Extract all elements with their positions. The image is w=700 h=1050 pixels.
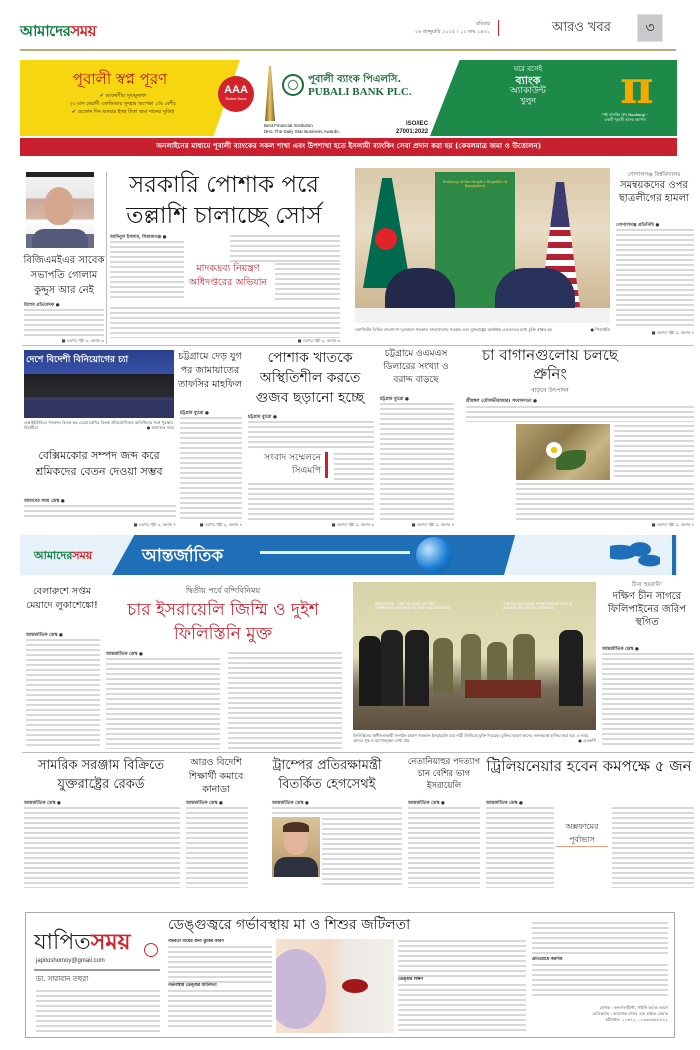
obituary-headline[interactable]: বিজিএমইএর সাবেক সভাপতি গোলাম কুদ্দুস আর নেই: [23, 255, 105, 296]
china-kicker: চীনা 'হয়রানি': [632, 582, 662, 588]
newspaper-logo[interactable]: [20, 20, 96, 45]
aaa-rating-badge: [218, 76, 254, 112]
intl-newspaper-logo[interactable]: [34, 547, 92, 566]
lead-headline[interactable]: সরকারি পোশাক পরে তল্লাশি চালাচ্ছে সোর্স: [126, 172, 322, 229]
tea-flower: [546, 442, 562, 458]
beximco-headline[interactable]: বেক্সিমকোর সম্পদ জব্দ করে শ্রমিকদের বেতন দেওয়া সম্ভব: [35, 449, 163, 478]
japito-body-col-3: [532, 921, 668, 1001]
clock-icon: [144, 943, 158, 957]
hegseth-suit: [274, 857, 318, 877]
gopalganj-byline: গোপালগঞ্জ প্রতিনিধি ●: [616, 223, 660, 228]
beximco-byline: আমাদের সময় ডেস্ক ●: [24, 499, 65, 504]
hostage-caption-credit: ● এএফপি: [578, 738, 596, 743]
stage-table: [465, 680, 541, 698]
trillionaire-body-col-1: [486, 806, 554, 888]
ad-banner-text: অনলাইনের মাধ্যমে পূবালী ব্যাংকের সকল শাখা এবং উপশাখা হতে ইসলামী ব্যাংকিং সেবা প্রদান করা হয় (কেবলমাত্র জমা ও উত্তোলন): [155, 141, 542, 150]
lead-continued[interactable]: ■ এরপর পৃষ্ঠা ৯, কলাম ৬: [297, 338, 340, 343]
award-trophy-icon: [265, 66, 275, 121]
belarus-byline: আন্তর্জাতিক ডেস্ক ●: [26, 633, 63, 638]
iso-line-2: 27001:2022: [396, 129, 429, 135]
garment-body-side: [334, 452, 374, 480]
lead-body-col-2: [230, 234, 340, 262]
ad-bullet-3: ✔ যেকোন দিন যতবার ইচ্ছা টাকা জমা দানের সুবিধা: [71, 109, 175, 115]
canada-byline: আন্তর্জাতিক ডেস্ক ●: [186, 801, 223, 806]
garment-body-top: [248, 420, 374, 450]
trillionaire-pullquote: অক্সফামের পূর্বাভাস: [556, 820, 608, 847]
trillionaire-body-col-2: [612, 806, 694, 888]
gunman-2: [381, 630, 403, 706]
japito-author: ডা. সারাবান তহুরা: [36, 975, 89, 983]
gunman-3: [405, 630, 429, 706]
trillionaire-headline[interactable]: ট্রিলিয়নেয়ার হবেন কমপক্ষে ৫ জন: [486, 757, 692, 775]
debate-table: [24, 400, 174, 418]
ad-promo-3: অ্যাকাউন্ট: [509, 86, 546, 96]
portrait-suit: [32, 229, 88, 248]
section-rule-2: [22, 752, 694, 753]
ad-headline: পূবালী স্বপ্ন পূরণ: [72, 70, 168, 88]
ad-bullet-1: ✔ আকর্ষণীয় সুদ/মুনাফা: [99, 93, 147, 99]
intl-logo-part-1: আমাদের: [34, 549, 73, 562]
aaa-rating-sub: Rated Bank: [225, 96, 247, 101]
oms-body: [380, 402, 454, 520]
hostage-headline[interactable]: চার ইসরায়েলি জিম্মি ও দুইশ ফিলিস্তিনি মুক্ত: [127, 600, 319, 644]
japito-sub-prevention: প্রতিরোধে করণীয়: [532, 957, 563, 962]
tea-flower-photo: [516, 424, 610, 480]
canada-headline[interactable]: আরও বিদেশি শিক্ষার্থী কমাবে কানাডা: [188, 757, 244, 795]
pubali-bank-ad[interactable]: [20, 60, 677, 157]
japito-logo-part-2: সময়: [90, 930, 131, 955]
page-number: ৩: [645, 20, 655, 36]
hegseth-body-side: [322, 817, 402, 888]
obituary-continued[interactable]: ■ এরপর পৃষ্ঠা ৯, কলাম ৬: [61, 338, 104, 343]
hostage-body-col-2: [228, 651, 342, 749]
award-line-1: Best Financial Institution: [264, 123, 313, 128]
tafsir-continued[interactable]: ■ এরপর পৃষ্ঠা ৯, কলাম ৪: [199, 522, 242, 527]
tafsir-byline: চট্টগ্রাম ব্যুরো ●: [180, 411, 209, 416]
tea-subhead: বাড়বে উৎপাদন: [531, 387, 569, 394]
globe-icon: [416, 537, 452, 573]
japito-headline[interactable]: ডেঙ্গুজ্বরে গর্ভাবস্থায় মা ও শিশুর জটিলতা: [168, 917, 411, 933]
world-map-icon: [610, 541, 660, 569]
logo-part-1: আমাদের: [20, 22, 71, 40]
arms-byline: আন্তর্জাতিক ডেস্ক ●: [24, 801, 61, 806]
bank-name-en: PUBALI BANK PLC.: [308, 86, 412, 98]
signing-caption-text: ওয়াশিংটন ডিসির বাংলাদেশ দূতাবাসে গতকাল বাংলাদেশের সরকার এবং যুক্তরাষ্ট্রের আর্কাইভ এনএসএর মধ্যে চুক্তি স্বাক্ষর হয়: [355, 327, 552, 332]
logo-part-2: সময়: [70, 22, 96, 40]
signing-table: [355, 308, 610, 323]
japito-body-col-2: [398, 939, 526, 1033]
mosquito-icon: [342, 979, 368, 993]
ad-promo-1: ঘরে বসেই: [513, 65, 543, 73]
portrait-face: [44, 187, 74, 225]
bank-name-bn: পূবালী ব্যাংক পিএলসি.: [308, 74, 402, 85]
ad-banner-strip: [20, 138, 677, 156]
hostage-byline: আন্তর্জাতিক ডেস্ক ●: [106, 652, 143, 657]
issue-day: রবিবার: [476, 21, 490, 27]
japito-footer-2: মেডিক্যাল : আলোক মাদার এন্ড চাইল্ড কেয়ার: [592, 1011, 668, 1016]
japito-sub-symptoms: ডেঙ্গুর লক্ষণ: [398, 977, 424, 982]
gopalganj-body: [616, 228, 694, 328]
signing-photo: [355, 168, 610, 323]
lead-body-col-3: [275, 262, 340, 302]
section-name: আরও খবর: [552, 20, 611, 35]
column-divider: [106, 172, 107, 344]
lead-body-col-1: [110, 240, 184, 298]
japito-body-col-1: [168, 939, 272, 1033]
trillionaire-byline: আন্তর্জাতিক ডেস্ক ●: [486, 801, 523, 806]
date-separator: [498, 20, 499, 36]
pi-banking-text: [580, 112, 670, 122]
japito-logo-part-1: যাপিত: [34, 930, 91, 955]
belarus-headline[interactable]: বেলারুশে সপ্তম মেয়াদে লুকাশেঙ্কো!: [26, 586, 98, 611]
japito-intro-body: [36, 989, 160, 1033]
tea-body-top: [466, 405, 694, 422]
belarus-body: [26, 638, 100, 748]
hegseth-headline[interactable]: ট্রাম্পের প্রতিরক্ষামন্ত্রী বিতর্কিত হেগসেথই: [272, 758, 382, 792]
tea-body-bottom: [516, 482, 694, 520]
signing-photo-caption: [355, 327, 610, 332]
gopalganj-headline[interactable]: সমন্বয়কদের ওপর ছাত্রলীগের হামলা: [619, 180, 689, 204]
japito-footer-1: লেখক : কনসালট্যান্ট, গাইনি অ্যান্ড অবস: [599, 1005, 668, 1010]
intl-band-stripe: [260, 551, 410, 554]
bank-emblem-icon: [282, 74, 304, 96]
intl-logo-part-2: সময়: [72, 549, 93, 562]
hostage-release-photo: [353, 582, 596, 730]
oms-byline: চট্টগ্রাম ব্যুরো ●: [380, 397, 409, 402]
embassy-banner-text: Embassy of the People's Republic of Bangladesh: [442, 180, 508, 188]
debate-photo: [24, 350, 174, 418]
netanyahu-body: [408, 806, 480, 888]
masthead-rule: [20, 49, 676, 51]
canada-body: [186, 806, 248, 888]
garment-byline: চট্টগ্রাম ব্যুরো ●: [248, 415, 277, 420]
gunman-1: [359, 636, 381, 706]
hegseth-hair: [283, 822, 309, 832]
china-body: [602, 652, 694, 748]
issue-date: ২৬ জানুয়ারি ২০২৫ । ১২ মাঘ ১৪৩১: [414, 29, 490, 35]
pi-text-1: পাই ব্যাংকিং (PI Banking) -: [602, 112, 648, 117]
oms-headline[interactable]: চট্টগ্রামে ওএমএস ডিলারের সংখ্যা ও বরাদ্দ বাড়ছে: [383, 349, 449, 385]
china-byline: আন্তর্জাতিক ডেস্ক ●: [602, 647, 639, 652]
garment-body-bottom: [248, 482, 374, 520]
pi-text-2: একটি পূবালী ব্যাংক অ্যাপস: [604, 117, 646, 122]
hostage-kicker: দ্বিতীয় পর্বে বন্দিবিনিময়: [185, 586, 261, 595]
garment-headline[interactable]: পোশাক খাতকে অস্থিতিশীল করতে গুজব ছড়ানো হচ্ছে: [255, 350, 365, 406]
tea-continued[interactable]: ■ এরপর পৃষ্ঠা ৯, কলাম ৭: [651, 522, 694, 527]
garment-continued[interactable]: ■ এরপর পৃষ্ঠা ৯, কলাম ৬: [331, 522, 374, 527]
intl-section-title: আন্তর্জাতিক: [142, 546, 224, 566]
lead-body-bottom: [110, 306, 340, 338]
tafsir-headline[interactable]: চট্টগ্রামে দেড় যুগ পর জামায়াতের তাফসির মাহফিল: [178, 351, 242, 390]
lead-byline: আমিনুল ইসলাম, সিরাজগঞ্জ ●: [110, 235, 167, 240]
signing-caption-credit: ● পিআইডি: [590, 327, 610, 332]
intl-band-end-bar: [672, 535, 676, 575]
obituary-portrait: [26, 172, 94, 248]
gopalganj-kicker: গোপালগঞ্জ বিশ্ববিদ্যালয়: [627, 172, 681, 178]
hostage-body-col-1: [106, 657, 220, 749]
international-section-band: [20, 535, 678, 575]
debate-caption-credit: ● আমাদের সময়: [146, 425, 174, 430]
award-line-2: DHL-The Daily Star Business Awards.: [264, 129, 340, 134]
pregnancy-mosquito-photo: [276, 939, 394, 1033]
stage-banner-left: PALESTINE - THE VICTORY OF THE OPPRESSED PEOPLE VS THE NAZI ZIONISM: [375, 602, 451, 610]
ad-promo: [488, 63, 568, 105]
china-headline[interactable]: দক্ষিণ চীন সাগরে ফিলিপাইনের জরিপ স্থগিত: [607, 591, 687, 628]
netanyahu-byline: আন্তর্জাতিক ডেস্ক ●: [408, 801, 445, 806]
obituary-byline: বিশেষ প্রতিবেদক ●: [24, 303, 60, 308]
arms-headline[interactable]: সামরিক সরঞ্জাম বিক্রিতে যুক্তরাষ্ট্রের রেকর্ড: [37, 758, 165, 792]
issue-date-block: [330, 20, 490, 36]
japito-footer-3: হটলাইন: ১০৬৭২, ০১৩৩৭৬৮৮৮২২: [605, 1017, 668, 1022]
gunman-4: [559, 630, 583, 706]
tea-headline[interactable]: চা বাগানগুলোয় চলছে প্রুনিং: [482, 346, 618, 383]
ad-promo-2: ব্যাংক: [515, 74, 541, 87]
arms-body: [24, 806, 180, 888]
debate-banner-text: দেশে বিদেশী বিনিয়োগের চ্যা: [26, 355, 129, 365]
iso-certification: [396, 120, 428, 136]
garment-pullquote: [248, 452, 328, 478]
hostage-caption-text: ফিলিস্তিনের স্বাধীনতাকামী সংগঠন হামাস গতকাল ইসরায়েলি চার নারী জিম্মিকে মুক্তি দিয়েছে। মুক্তির আগে তাদের জনসমক্ষে হাজির করা হয়। এ সময় তাদের সুস্থ ও হাসোজ্জ্বল দেখা যায়: [353, 733, 589, 743]
ad-bullet-2: (৩ মাস মেয়াদী এফডিআর সুদহার অপেক্ষা ১% বেশী): [70, 101, 176, 107]
hegseth-body-top: [272, 806, 402, 815]
japito-somoy-box: [25, 912, 675, 1038]
japito-author-footer: [532, 1005, 668, 1023]
hostage-1: [433, 638, 453, 694]
ad-bullets: [28, 92, 218, 116]
hegseth-byline: আন্তর্জাতিক ডেস্ক ●: [272, 801, 309, 806]
beximco-continued[interactable]: ■ এরপর পৃষ্ঠা ৯, কলাম ৭: [133, 522, 176, 527]
hostage-photo-caption: [353, 733, 596, 743]
gopalganj-continued[interactable]: ■ এরপর পৃষ্ঠা ৯, কলাম ৭: [651, 330, 694, 335]
debate-photo-caption: [24, 420, 174, 430]
page-number-box: [637, 14, 663, 42]
iso-line-1: ISO/IEC: [406, 121, 429, 127]
aaa-rating: AAA: [224, 84, 248, 96]
lead-pullquote: মাদকদ্রব্য নিয়ন্ত্রণ অধিদপ্তরের অভিযান: [188, 263, 268, 288]
tea-byline: শ্রীমঙ্গল (মৌলভীবাজার) সংবাদদাতা ●: [466, 399, 538, 404]
ad-promo-4: খুলুন: [520, 96, 536, 105]
oms-continued[interactable]: ■ এরপর পৃষ্ঠা ৯, কলাম ৪: [411, 522, 454, 527]
tea-body-side: [614, 424, 694, 480]
beximco-body: [24, 504, 176, 520]
tafsir-body: [180, 416, 242, 520]
garment-pullquote-text: সংবাদ সম্মেলনে সিএমপি: [264, 453, 321, 476]
netanyahu-headline[interactable]: নেতানিয়াহুর পদত্যাগ চান বেশির ভাগ ইসরায়েলি: [407, 757, 481, 791]
masthead: [0, 0, 700, 52]
hegseth-portrait: [272, 817, 320, 877]
stage-banner-right: THE PALESTINIAN FIGHTERS OF FLOOD ALWAYS BE THE VICTORIOUS: [503, 602, 573, 610]
japito-sub-complication: গর্ভাবস্থায় ডেঙ্গুর জটিলতা: [168, 983, 217, 988]
pi-banking-logo: π: [620, 60, 654, 114]
debate-caption-text: এআইইউবিতে গতকাল বিতর্ক ফর ডেমোক্রেসির বিতর্ক প্রতিযোগিতায় অতিথিদের সঙ্গে পুরস্কার বিজয়ীরা: [24, 420, 173, 430]
japito-divider: [34, 969, 160, 971]
japito-email[interactable]: japitoshomoy@gmail.com: [36, 958, 105, 964]
award-text: [264, 123, 340, 135]
obituary-body: [24, 308, 104, 338]
japito-sub-risk: গর্ভবতী মায়ের জন্য ঝুঁকির কারণ: [168, 939, 224, 944]
pregnant-belly: [276, 949, 326, 1029]
